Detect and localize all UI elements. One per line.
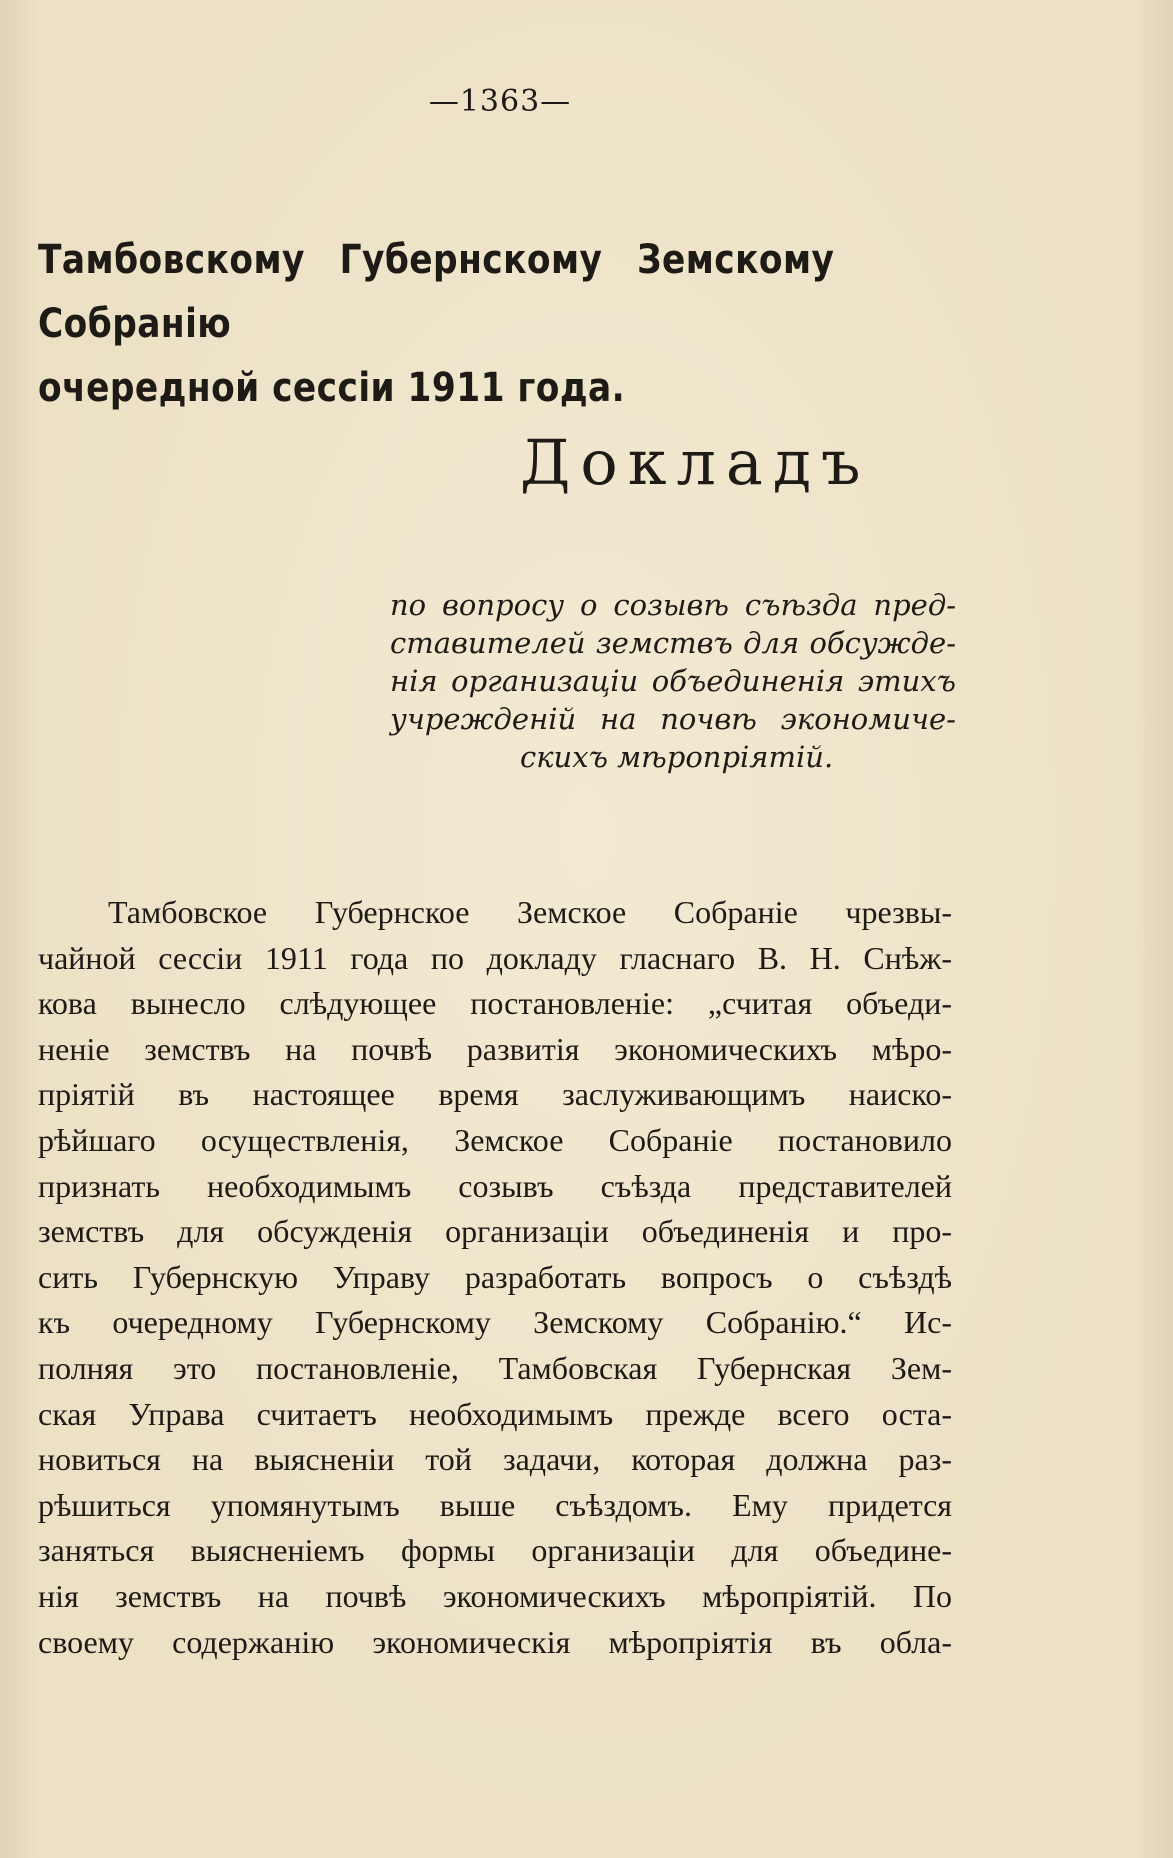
body-line: сить Губернскую Управу разработать вопросъ о съѣздѣ [38, 1258, 952, 1295]
body-line: чайной сессіи 1911 года по докладу гласнаго В. Н. Снѣж- [38, 939, 952, 976]
body-line: ская Управа считаетъ необходимымъ прежде всего оста- [38, 1395, 952, 1432]
body-line: Тамбовское Губернское Земское Собраніе чрезвы- [108, 894, 952, 930]
document-title: Докладъ [520, 426, 871, 499]
page-number: —1363— [428, 84, 572, 119]
body-line: кова вынесло слѣдующее постановленіе: „считая объеди- [38, 985, 952, 1022]
body-line: пріятій въ настоящее время заслуживающимъ наиско- [38, 1076, 952, 1113]
subtitle-line: учрежденій на почвѣ экономиче- [390, 702, 956, 736]
body-line: рѣйшаго осуществленія, Земское Собраніе постановило [38, 1121, 952, 1158]
subtitle-line: нія организаціи объединенія этихъ [390, 664, 956, 698]
body-line: признать необходимымъ созывъ съѣзда представителей [38, 1167, 952, 1204]
subtitle-line: скихъ мѣропріятій. [520, 740, 834, 774]
heading [38, 228, 834, 420]
body-line: заняться выясненіемъ формы организаціи для объедине- [38, 1532, 952, 1569]
body-line: нія земствъ на почвѣ экономическихъ мѣропріятій. По [38, 1577, 952, 1614]
subtitle-line: ставителей земствъ для обсужде- [390, 626, 956, 660]
heading-line: Тамбовскому Губернскому Земскому Собранію [38, 237, 835, 347]
body-line: неніе земствъ на почвѣ развитія экономическихъ мѣро- [38, 1030, 952, 1067]
heading-line: очередной сессіи 1911 года. [38, 365, 626, 411]
body-paragraph [38, 890, 952, 1665]
body-line: своему содержанію экономическія мѣропріятія въ обла- [38, 1623, 952, 1660]
body-line: рѣшиться упомянутымъ выше съѣздомъ. Ему придется [38, 1486, 952, 1523]
body-line: земствъ для обсужденія организаціи объединенія и про- [38, 1213, 952, 1250]
body-line: новиться на выясненіи той задачи, которая должна раз- [38, 1441, 952, 1478]
body-line: полняя это постановленіе, Тамбовская Губернская Зем- [38, 1349, 952, 1386]
body-line: къ очередному Губернскому Земскому Собранію.“ Ис- [38, 1304, 952, 1341]
subtitle [390, 586, 956, 776]
subtitle-line: по вопросу о созывѣ съѣзда пред- [390, 588, 956, 622]
